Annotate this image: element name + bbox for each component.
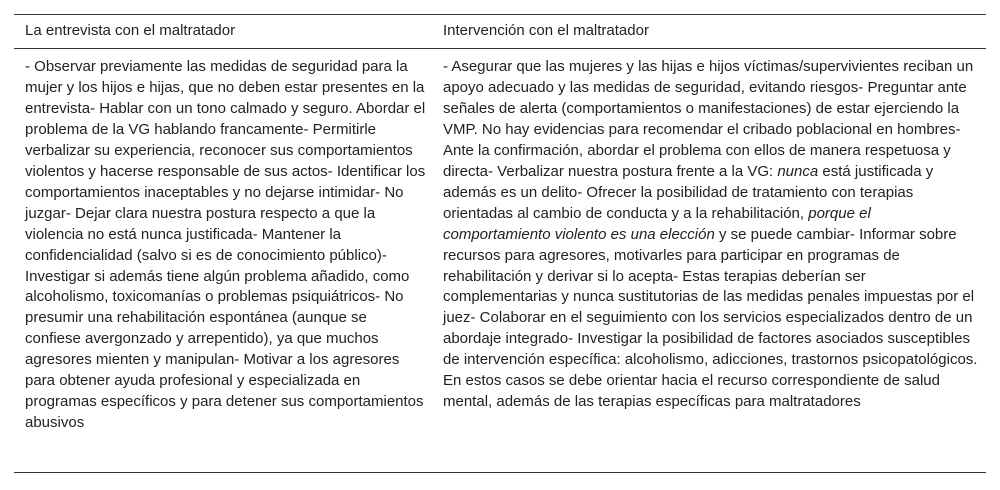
intervencion-text-2: está justificada y además es un delito- Ofrecer la posibilidad de tratamiento con terapias orientadas al cambio de conducta y a la rehabilitación, xyxy=(443,162,934,222)
header-intervencion: Intervención con el maltratador xyxy=(443,22,649,39)
table-body-row xyxy=(14,49,986,434)
cell-entrevista-text: - Observar previamente las medidas de seguridad para la mujer y los hijos e hijas, que no deben estar presentes en la entrevista- Hablar con un tono calmado y seguro. Abordar el problema de la VG hablando francamente- Permitirle verbalizar su experiencia, reconocer sus comportamientos violentos y hacerse responsable de sus actos- Identificar los comportamientos inaceptables y no dejarse intimidar- No juzgar- Dejar clara nuestra postura respecto a que la violencia no está nunca justificada- Mantener la confidencialidad (salvo si es de conocimiento público)- Investigar si además tiene algún problema añadido, como alcoholismo, toxicomanías o problemas psiquiátricos- No presumir una rehabilitación espontánea (aunque se confiese avergonzado y arrepentido), ya que muchos agresores mienten y manipulan- Motivar a los agresores para obtener ayuda profesional y especializada en programas específicos y para detener sus comportamientos abusivos xyxy=(25,58,426,432)
intervencion-text-3: y se puede cambiar- Informar sobre recursos para agresores, motivarles para participar en programas de rehabilitación y derivar si lo acepta- Estas terapias deberían ser complementarias y nunca sustitutorias de las medidas penales impuestas por el juez- Colaborar en el seguimiento con los servicios especializados dentro de un abordaje integrado- Investigar la posibilidad de factores asociados susceptibles de intervención específica: alcoholismo, adicciones, trastornos psicopatológicos. En estos casos se debe orientar hacia el recurso correspondiente de salud mental, además de las terapias específicas para maltratadores xyxy=(443,225,978,411)
table-header-row xyxy=(14,15,986,49)
intervencion-emphasis-1: nunca xyxy=(777,162,819,180)
bottom-rule xyxy=(14,472,986,473)
intervencion-emphasis-2: porque el comportamiento violento es una elección xyxy=(443,204,871,243)
comparison-table xyxy=(14,14,986,434)
intervencion-text-1: - Asegurar que las mujeres y las hijas e hijos víctimas/supervivientes reciban un apoyo adecuado y las medidas de seguridad, evitando riesgos- Preguntar ante señales de alerta (comportamientos o manifestaciones) de estar ejerciendo la VMP. No hay evidencias para recomendar el cribado poblacional en hombres- Ante la confirmación, abordar el problema con ellos de manera respetuosa y directa- Verbalizar nuestra postura frente a la VG: xyxy=(443,58,974,180)
header-entrevista: La entrevista con el maltratador xyxy=(25,22,236,39)
cell-intervencion-text xyxy=(432,57,986,434)
